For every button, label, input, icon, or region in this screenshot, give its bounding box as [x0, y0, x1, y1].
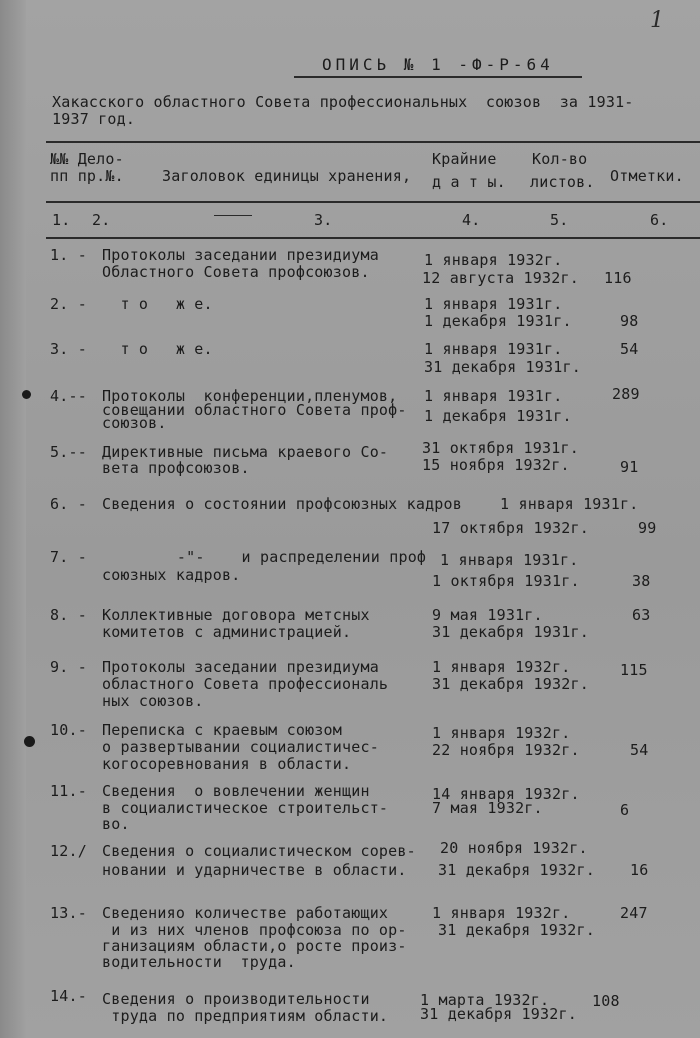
row-9-date-start: 1 января 1932г. [432, 658, 571, 676]
row-14-sheets: 108 [592, 992, 620, 1010]
header-col5-line2: листов. [530, 173, 595, 191]
row-9-date-end: 31 декабря 1932г. [432, 675, 589, 693]
row-4-title-1: Протоколы конференции,пленумов, [102, 387, 398, 405]
row-4-sheets: 289 [612, 385, 640, 403]
row-1-title-2: Областного Совета профсоюзов. [102, 263, 370, 281]
row-10-sheets: 54 [630, 741, 649, 759]
row-6-sheets: 99 [638, 519, 657, 537]
row-13-title-2: и из них членов профсоюза по ор- [102, 921, 407, 939]
row-5-title-1: Директивные письма краевого Со- [102, 443, 389, 461]
row-2-title-1: т о ж е. [102, 295, 213, 313]
header-col4-line1: Крайние [432, 150, 497, 168]
colnum-6: 6. [650, 211, 669, 229]
row-13-date-end: 31 декабря 1932г. [438, 921, 595, 939]
row-12-date-end: 31 декабря 1932г. [438, 861, 595, 879]
row-7-number: 7. - [50, 548, 87, 566]
row-12-sheets: 16 [630, 861, 649, 879]
row-10-date-end: 22 ноября 1932г. [432, 741, 580, 759]
row-11-title-1: Сведения о вовлечении женщин [102, 782, 370, 800]
row-10-date-start: 1 января 1932г. [432, 724, 571, 742]
subtitle-line-2: 1937 год. [52, 110, 136, 128]
row-10-title-3: когосоревнования в области. [102, 755, 352, 773]
row-8-sheets: 63 [632, 606, 651, 624]
table-top-rule [46, 141, 700, 143]
row-4-date-start: 1 января 1931г. [424, 387, 563, 405]
row-5-date-end: 15 ноября 1932г. [422, 456, 570, 474]
row-12-number: 12./ [50, 842, 87, 860]
row-4-title-3: союзов. [102, 414, 167, 432]
row-1-sheets: 116 [604, 269, 632, 287]
row-8-title-1: Коллективные договора метсных [102, 606, 370, 624]
row-9-title-2: областного Совета профессиональ [102, 675, 389, 693]
row-1-date-start: 1 января 1932г. [424, 251, 563, 269]
row-3-date-end: 31 декабря 1931г. [424, 358, 581, 376]
page-edge-shadow [0, 0, 26, 1038]
colnum-2: 2. [92, 211, 111, 229]
colnum-1: 1. [52, 211, 71, 229]
row-11-title-2: в социалистическое строительст- [102, 799, 389, 817]
row-13-title-3: ганизациям области,о росте произ- [102, 937, 407, 955]
row-3-number: 3. - [50, 340, 87, 358]
row-6-number: 6. - [50, 495, 87, 513]
header-col5-line1: Кол-во [532, 150, 588, 168]
header-col4-line2: д а т ы. [432, 173, 506, 191]
row-5-number: 5.-- [50, 443, 87, 461]
row-7-title-2: союзных кадров. [102, 566, 241, 584]
colnum-dash [214, 215, 252, 216]
row-11-number: 11.- [50, 782, 87, 800]
colnum-bottom-rule [46, 237, 700, 239]
row-10-title-2: о развертывании социалистичес- [102, 738, 379, 756]
row-2-date-start: 1 января 1931г. [424, 295, 563, 313]
header-col1-line2: пп пр.№. [50, 167, 124, 185]
row-2-date-end: 1 декабря 1931г. [424, 312, 572, 330]
header-col3: Заголовок единицы хранения, [162, 167, 412, 185]
row-13-title-1: Сведенияо количестве работающих [102, 904, 389, 922]
row-13-title-4: водительности труда. [102, 953, 296, 971]
row-5-date-start: 31 октября 1931г. [422, 439, 579, 457]
row-2-number: 2. - [50, 295, 87, 313]
row-3-sheets: 54 [620, 340, 639, 358]
colnum-5: 5. [550, 211, 569, 229]
row-12-title-1: Сведения о социалистическом сорев- [102, 842, 416, 860]
row-4-number: 4.-- [50, 387, 87, 405]
row-14-date-start: 1 марта 1932г. [420, 991, 550, 1009]
row-9-number: 9. - [50, 658, 87, 676]
row-8-date-end: 31 декабря 1931г. [432, 623, 589, 641]
row-5-title-2: вета профсоюзов. [102, 459, 250, 477]
row-7-sheets: 38 [632, 572, 651, 590]
row-11-date-start: 14 января 1932г. [432, 785, 580, 803]
row-3-title-1: т о ж е. [102, 340, 213, 358]
row-11-sheets: 6 [620, 801, 630, 819]
row-5-sheets: 91 [620, 458, 639, 476]
row-12-title-2: новании и ударничестве в области. [102, 861, 407, 879]
row-13-sheets: 247 [620, 904, 648, 922]
document-title: ОПИСЬ № 1 -Ф-Р-64 [322, 55, 554, 74]
header-col1-line1: №№ Дело- [50, 150, 124, 168]
colnum-3: 3. [314, 211, 333, 229]
row-14-date-end: 31 декабря 1932г. [420, 1005, 577, 1023]
row-7-title-1: -"- и распределении проф [140, 548, 427, 566]
subtitle-line-1: Хакасского областного Совета профессиональных союзов за 1931- [52, 93, 634, 111]
row-7-date-start: 1 января 1931г. [440, 551, 579, 569]
row-14-title-2: труда по предприятиям области. [102, 1007, 389, 1025]
row-13-number: 13.- [50, 904, 87, 922]
row-4-date-end: 1 декабря 1931г. [424, 407, 572, 425]
header-bottom-rule [46, 201, 700, 203]
row-9-sheets: 115 [620, 661, 648, 679]
row-1-date-end: 12 августа 1932г. [422, 269, 579, 287]
ink-blot [22, 390, 31, 399]
row-8-title-2: комитетов с администрацией. [102, 623, 352, 641]
row-14-title-1: Сведения о производительности [102, 990, 370, 1008]
ink-blot [24, 736, 35, 747]
row-11-date-end: 7 мая 1932г. [432, 799, 543, 817]
row-10-title-1: Переписка с краевым союзом [102, 721, 342, 739]
row-9-title-3: ных союзов. [102, 692, 204, 710]
row-4-title-2: совещании областного Совета проф- [102, 401, 407, 419]
row-6-title-1: Сведения о состоянии профсоюзных кадров [102, 495, 462, 513]
row-10-number: 10.- [50, 721, 87, 739]
colnum-4: 4. [462, 211, 481, 229]
row-14-number: 14.- [50, 987, 87, 1005]
row-1-title-1: Протоколы заседании президиума [102, 246, 379, 264]
header-col6: Отметки. [610, 167, 684, 185]
row-7-date-end: 1 октября 1931г. [432, 572, 580, 590]
row-12-date-start: 20 ноября 1932г. [440, 839, 588, 857]
page-number: 1 [650, 8, 664, 33]
row-8-date-start: 9 мая 1931г. [432, 606, 543, 624]
row-8-number: 8. - [50, 606, 87, 624]
row-1-number: 1. - [50, 246, 87, 264]
row-13-date-start: 1 января 1932г. [432, 904, 571, 922]
row-3-date-start: 1 января 1931г. [424, 340, 563, 358]
row-9-title-1: Протоколы заседании президиума [102, 658, 379, 676]
row-6-date-start: 1 января 1931г. [500, 495, 639, 513]
row-11-title-3: во. [102, 815, 130, 833]
row-6-date-end: 17 октября 1932г. [432, 519, 589, 537]
title-underline [294, 76, 582, 78]
row-2-sheets: 98 [620, 312, 639, 330]
